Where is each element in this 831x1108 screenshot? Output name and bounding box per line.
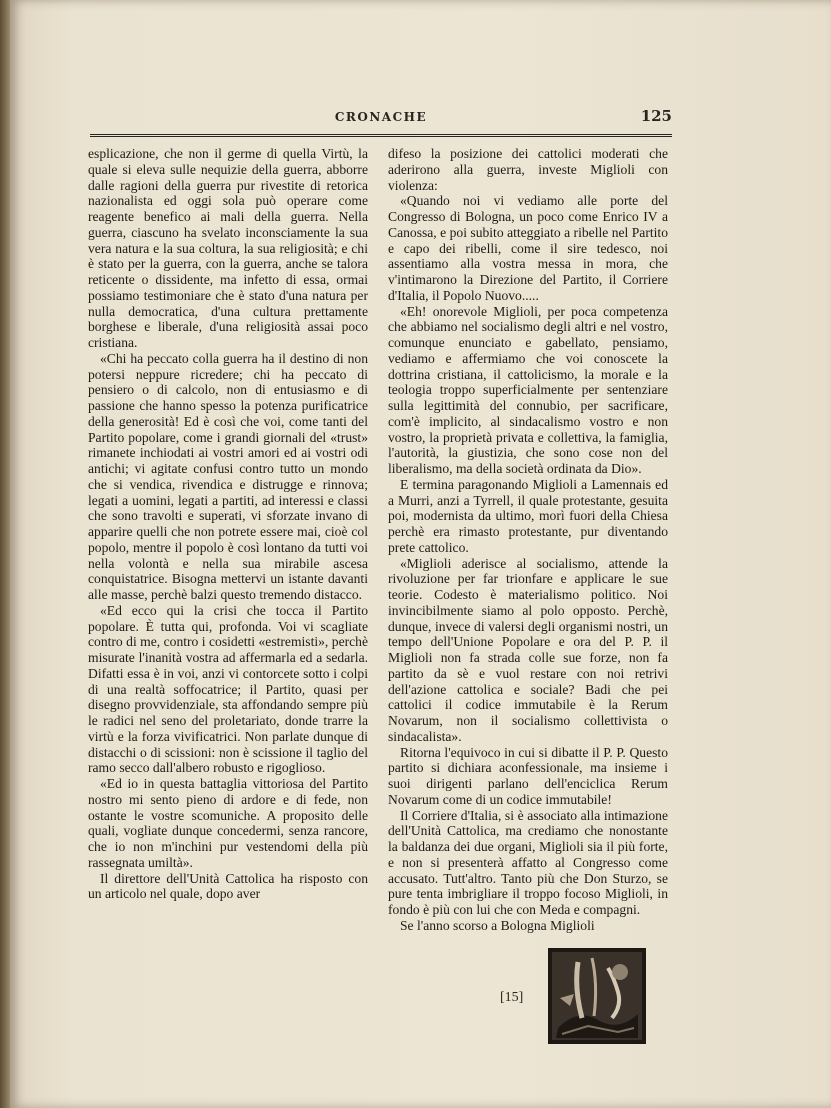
paragraph: «Miglioli aderisce al socialismo, attende la rivoluzione per far trionfare e applicare le sue teorie. Codesto è materialismo politico. Noi invincibilmente siamo al polo opposto. Perchè, dunque, invece di valersi degli organismi nostri, un tempo dell'Unione Popolare e ora del P. P. il Miglioli non fa strada colle sue forze, non fa partito da sè e vuol restare con noi retrivi dell'azione cattolica e sociale? Badi che pei cattolici il codice immutabile è la Rerum Novarum, non il socialismo collettivista o sindacalista». bbox=[388, 555, 668, 744]
folio-number: [15] bbox=[500, 990, 524, 1005]
paragraph: Se l'anno scorso a Bologna Miglioli bbox=[400, 917, 595, 933]
paragraph: «Eh! onorevole Miglioli, per poca competenza che abbiamo nel socialismo degli altri e nel vostro, comunque enunciato e gabellato, pensiamo, vediamo e affermiamo che voi conoscete la dottrina cristiana, il cattolicismo, la morale e la teologia troppo superficialmente per sentenziare sulla legittimità del connubio, per sacrificare, com'è implicito, al sindacalismo vostro e non vostro, la proprietà privata e collettiva, la famiglia, l'autorità, la giustizia, che sono cose non del liberalismo, ma della società ordinata da Dio». bbox=[388, 303, 668, 476]
paragraph: Il direttore dell'Unità Cattolica ha risposto con un articolo nel quale, dopo aver bbox=[88, 870, 368, 902]
paragraph: Ritorna l'equivoco in cui si dibatte il P. P. Questo partito si dichiara aconfessionale, ma insieme i suoi dirigenti parlano dell'enciclica Rerum Novarum come di un codice immutabile! bbox=[388, 744, 668, 807]
paragraph: difeso la posizione dei cattolici moderati che aderirono alla guerra, investe Miglioli con violenza: bbox=[388, 146, 668, 193]
vignette-illustration bbox=[548, 948, 646, 1044]
woodcut-vignette-image bbox=[548, 948, 646, 1044]
paragraph: «Quando noi vi vediamo alle porte del Congresso di Bologna, un poco come Enrico IV a Canossa, e poi subito atteggiato a ribelle nel Partito e capo dei ribelli, come il sire tedesco, noi assentiamo alla vostra messa in mora, che v'intimarono la Direzione del Partito, il Corriere d'Italia, il Popolo Nuovo..... bbox=[388, 193, 668, 303]
paragraph: «Chi ha peccato colla guerra ha il destino di non potersi neppure ricredere; chi ha peccato di pensiero o di calcolo, non di entusiasmo e di passione che hanno spesso la potenza purificatrice della generosità! Ed è così che voi, come tanti del Partito popolare, come i grandi giornali del «trust» rimanete inchiodati ai vostri amori ed ai vostri odi antichi; vi agitate confusi contro tutto un mondo che si vendica, rivendica e distrugge e rinnova; legati a uomini, legati a partiti, ad interessi e classi che sono travolti e superati, vi sforzate invano di apparire quelli che non potrete essere mai, cioè col popolo, mentre il popolo è così lontano da tutti voi nella volontà e nella sua mirabile ascesa conquistatrice. Bisogna mettervi un istante davanti alle masse, perchè balzi questo tremendo distacco. bbox=[88, 350, 368, 602]
paragraph: E termina paragonando Miglioli a Lamennais ed a Murri, anzi a Tyrrell, il quale protestante, gesuita poi, modernista da ultimo, morì fuori della Chiesa perchè era rimasto protestante, pur diventando prete cattolico. bbox=[388, 476, 668, 555]
left-column bbox=[88, 146, 368, 902]
page-header bbox=[90, 104, 672, 137]
right-column bbox=[388, 146, 668, 934]
paragraph: «Ed io in questa battaglia vittoriosa del Partito nostro mi sento pieno di ardore e di fede, non ostante le vostre scomuniche. A proposito delle quali, vogliate dunque concedermi, senza rancore, che io non m'inchini pur vestendomi della più rassegnata umiltà». bbox=[88, 776, 368, 870]
book-spine-edge bbox=[0, 0, 10, 1108]
paragraph: Il Corriere d'Italia, si è associato alla intimazione dell'Unità Cattolica, ma crediamo che nonostante la baldanza dei due organi, Miglioli sia il più forte, e non si presenterà affatto al Congresso come accusato. Tutt'altro. Tanto più che Don Sturzo, se pure tenta imbrigliare il troppo focoso Miglioli, in fondo è più con lui che con Meda e compagni. bbox=[388, 807, 668, 917]
page-number: 125 bbox=[640, 107, 672, 125]
paragraph: esplicazione, che non il germe di quella Virtù, la quale si eleva sulle nequizie della guerra, abborre dalle ragioni della guerra pur rivestite di retorica nazionalista ed oggi sola può operare come reagente benefico ai mali della guerra. Nella guerra, ciascuno ha svelato inconsciamente la sua vera natura e la sua coltura, la sua religiosità; e chi è stato per la guerra, con la guerra, anche se talora reticente o dissidente, ma infetto di essa, ormai possiamo testimoniare che è stato d'una natura per nulla democratica, d'una cultura prettamente borghese e liberale, d'una religiosità assai poco cristiana. bbox=[88, 146, 368, 350]
paragraph: «Ed ecco qui la crisi che tocca il Partito popolare. È tutta qui, profonda. Voi vi scagliate contro di me, contro i cosidetti «estremisti», perchè misurate l'inanità vostra ad affermarla ed a sedarla. Difatti essa è in voi, anzi vi contorcete sotto i colpi di una realtà soffocatrice; il Partito, quasi per disegno provvidenziale, sta affondando sempre più le radici nel seno del proletariato, donde trarre la virtù e la forza vivificatrici. Non parlate dunque di distacchi o di scissioni: non è scissione il taglio del ramo secco dall'albero robusto e rigoglioso. bbox=[88, 602, 368, 776]
running-head: CRONACHE bbox=[334, 110, 428, 124]
